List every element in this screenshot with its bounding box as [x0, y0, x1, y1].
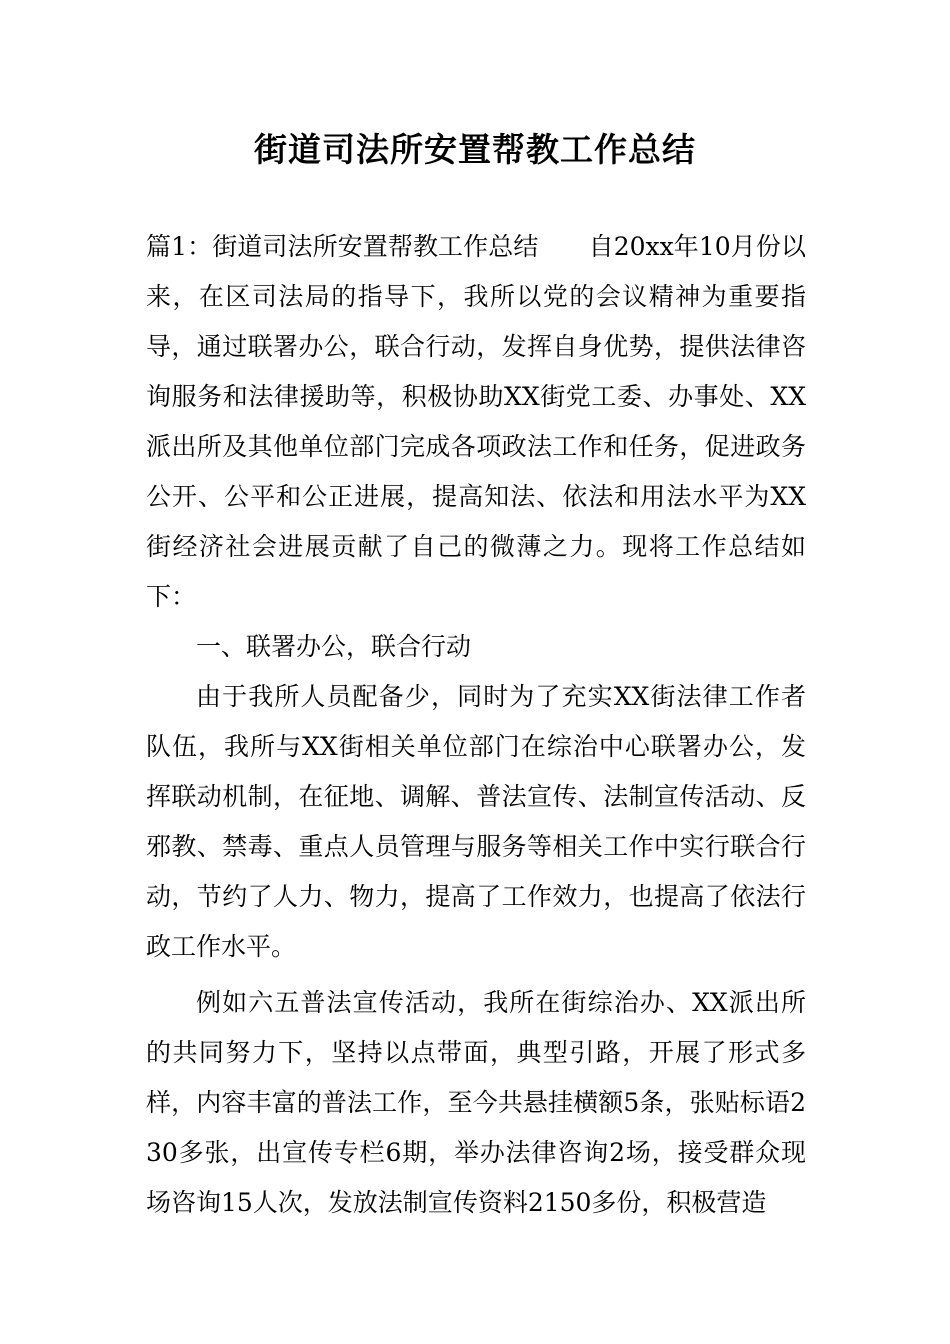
paragraph-intro: 篇1：街道司法所安置帮教工作总结 自20xx年10月份以来，在区司法局的指导下，我所以党的会议精神为重要指导，通过联署办公，联合行动，发挥自身优势，提供法律咨询服务和法律援助等，积极协助XX街党工委、办事处、XX派出所及其他单位部门完成各项政法工作和任务，促进政务公开、公平和公正进展，提高知法、依法和用法水平为XX街经济社会进展贡献了自己的微薄之力。现将工作总结如下：: [146, 232, 806, 611]
section-heading-1: 一、联署办公，联合行动: [196, 632, 472, 661]
paragraph-legal-publicity: 例如六五普法宣传活动，我所在街综治办、XX派出所的共同努力下，坚持以点带面，典型引路，开展了形式多样，内容丰富的普法工作，至今共悬挂横额5条，张贴标语230多张，出宣传专栏6期，举办法律咨询2场，接受群众现场咨询15人次，发放法制宣传资料2150多份，积极营造: [146, 988, 806, 1217]
paragraph-joint-office: 由于我所人员配备少，同时为了充实XX街法律工作者队伍，我所与XX街相关单位部门在综治中心联署办公，发挥联动机制，在征地、调解、普法宣传、法制宣传活动、反邪教、禁毒、重点人员管理与服务等相关工作中实行联合行动，节约了人力、物力，提高了工作效力，也提高了依法行政工作水平。: [146, 682, 806, 961]
document-title: 街道司法所安置帮教工作总结: [254, 130, 696, 169]
document-body: [146, 222, 806, 1228]
